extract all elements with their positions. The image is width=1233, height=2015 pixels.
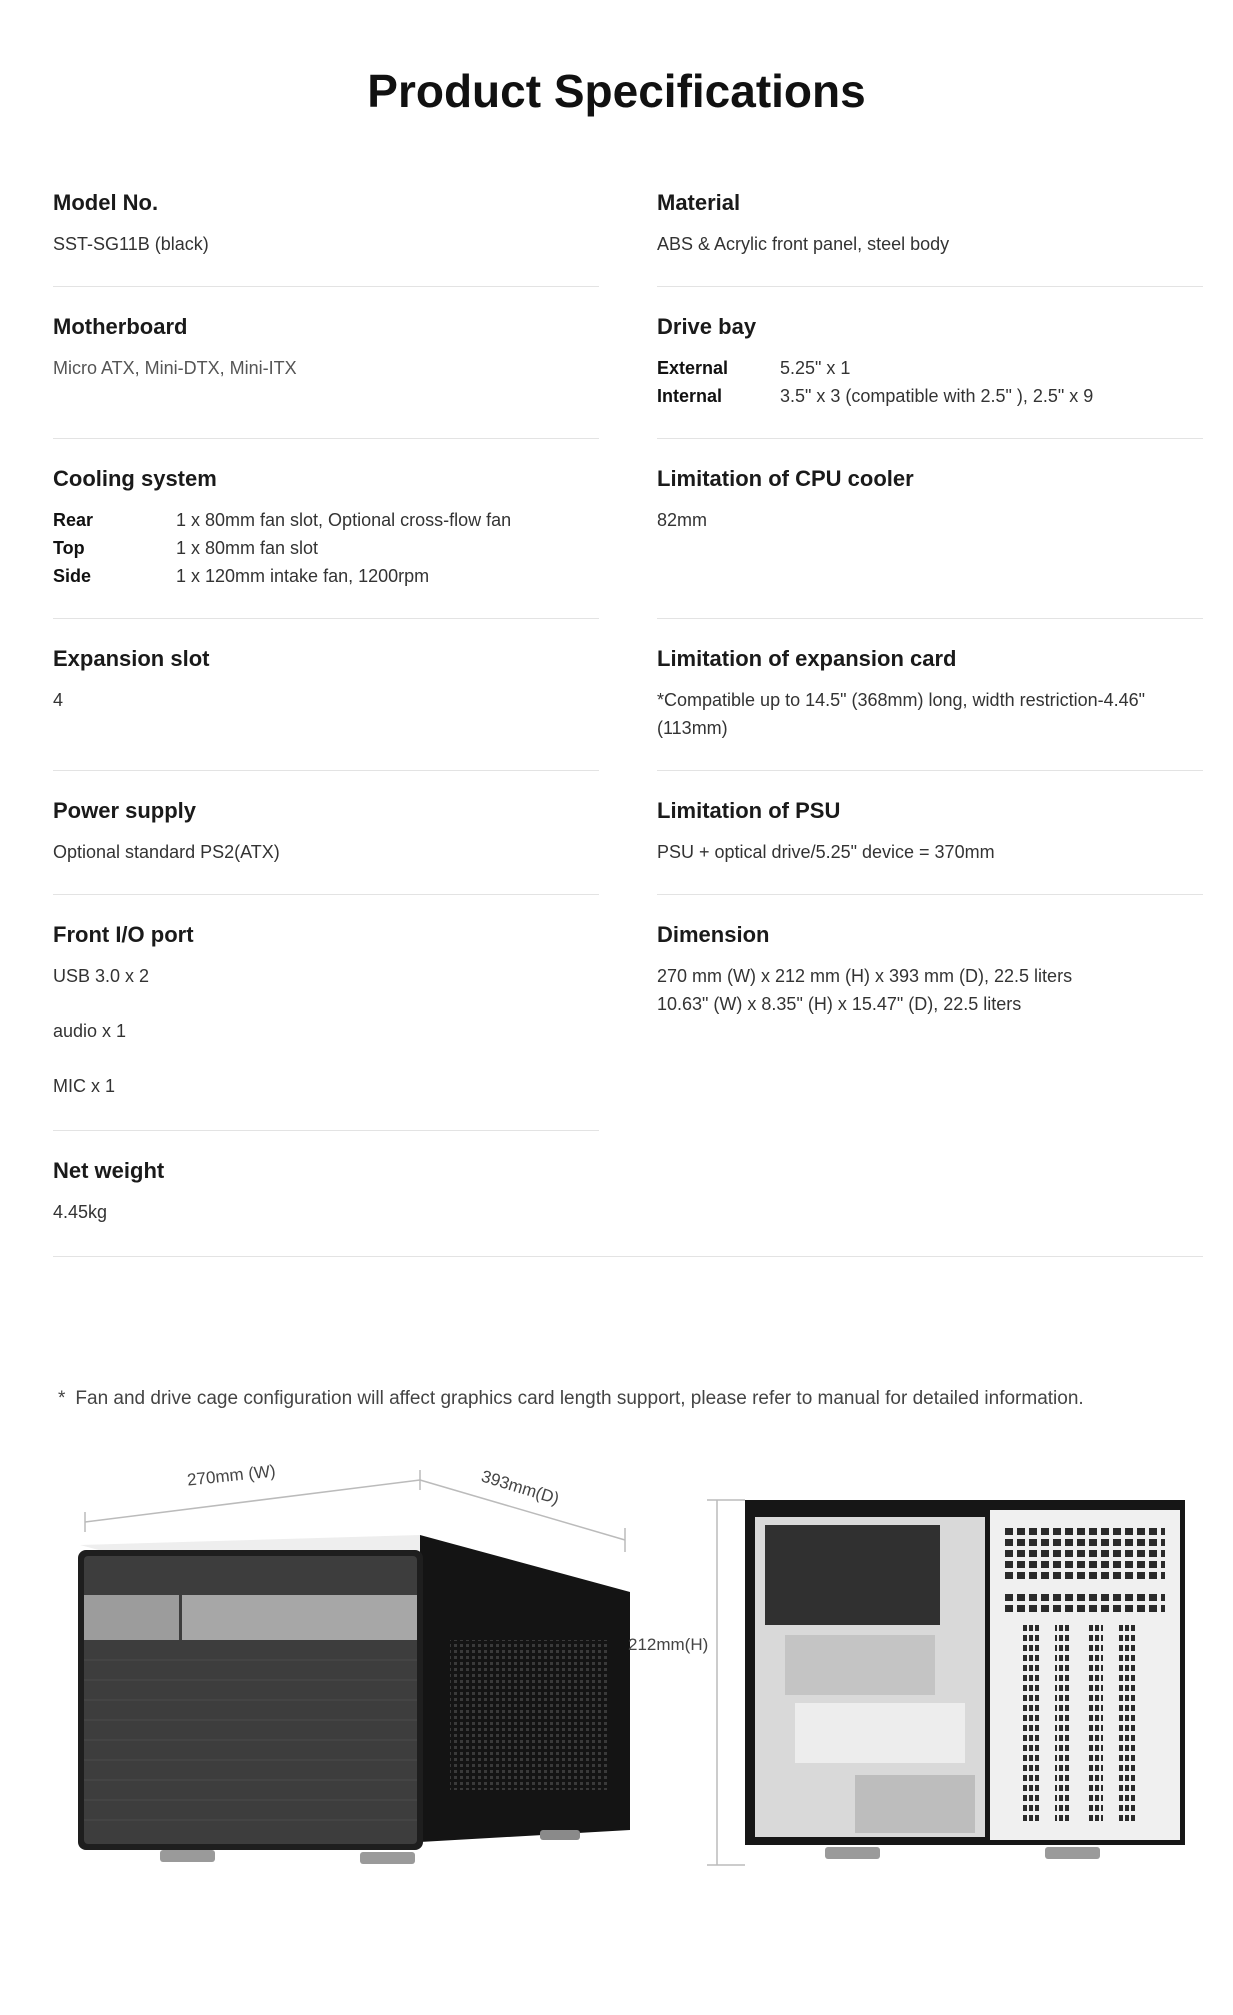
footnote-text: Fan and drive cage configuration will affect graphics card length support, please refer to manual for detailed information. bbox=[75, 1388, 1084, 1409]
divider bbox=[53, 770, 599, 771]
spec-heading: Limitation of expansion card bbox=[657, 646, 957, 671]
spec-value: 10.63" (W) x 8.35" (H) x 15.47" (D), 22.5 liters bbox=[657, 994, 1022, 1014]
foot bbox=[360, 1852, 415, 1864]
rear-vent-grid bbox=[1005, 1525, 1165, 1580]
spec-drive-bay bbox=[657, 314, 1200, 410]
spec-motherboard bbox=[53, 314, 596, 382]
divider bbox=[657, 286, 1203, 287]
spec-value: SST-SG11B (black) bbox=[53, 234, 209, 254]
depth-label: 393mm(D) bbox=[479, 1466, 562, 1509]
foot bbox=[1045, 1847, 1100, 1859]
spec-power-supply bbox=[53, 798, 596, 866]
foot bbox=[825, 1847, 880, 1859]
rear-vent-row bbox=[1005, 1590, 1165, 1615]
spec-heading: Limitation of CPU cooler bbox=[657, 466, 914, 491]
divider bbox=[657, 438, 1203, 439]
spec-row-internal bbox=[657, 382, 1200, 410]
spec-value: MIC x 1 bbox=[53, 1076, 116, 1096]
spec-value: 82mm bbox=[657, 510, 708, 530]
divider bbox=[53, 618, 599, 619]
divider bbox=[53, 1256, 1203, 1257]
vent-plate bbox=[795, 1703, 965, 1763]
spec-row-value: 1 x 80mm fan slot, Optional cross-flow fan bbox=[176, 510, 512, 530]
side-vent bbox=[450, 1640, 610, 1790]
divider bbox=[53, 286, 599, 287]
spec-row-value: 5.25" x 1 bbox=[780, 358, 851, 378]
foot bbox=[540, 1830, 580, 1840]
width-dimension-line bbox=[85, 1480, 420, 1522]
spec-heading: Drive bay bbox=[657, 314, 757, 339]
lower-bay bbox=[855, 1775, 975, 1833]
spec-psu-limit bbox=[657, 798, 1200, 866]
case-rear-image bbox=[705, 1495, 1205, 1870]
spec-row-value: 3.5" x 3 (compatible with 2.5" ), 2.5" x 9 bbox=[780, 386, 1094, 406]
divider bbox=[657, 770, 1203, 771]
spec-heading: Limitation of PSU bbox=[657, 798, 841, 823]
spec-row-rear bbox=[53, 506, 596, 534]
spec-heading: Expansion slot bbox=[53, 646, 210, 671]
logo-plate bbox=[84, 1595, 179, 1640]
divider bbox=[657, 618, 1203, 619]
spec-value: ABS & Acrylic front panel, steel body bbox=[657, 234, 950, 254]
spec-value: 4 bbox=[53, 690, 64, 710]
spec-row-value: 1 x 120mm intake fan, 1200rpm bbox=[176, 566, 430, 586]
spec-front-io bbox=[53, 922, 596, 1100]
spec-row-top bbox=[53, 534, 596, 562]
bracket bbox=[785, 1635, 935, 1695]
spec-heading: Dimension bbox=[657, 922, 770, 947]
spec-expansion-card bbox=[657, 646, 1200, 742]
foot bbox=[160, 1850, 215, 1862]
spec-value: audio x 1 bbox=[53, 1021, 127, 1041]
footnote-star: * bbox=[58, 1388, 66, 1409]
spec-heading: Model No. bbox=[53, 190, 159, 215]
divider bbox=[657, 894, 1203, 895]
expansion-slot-cover bbox=[1119, 1625, 1135, 1825]
spec-key: Side bbox=[53, 566, 92, 586]
expansion-slot-cover bbox=[1023, 1625, 1039, 1825]
spec-value: 270 mm (W) x 212 mm (H) x 393 mm (D), 22.5 liters bbox=[657, 966, 1073, 986]
spec-value: Optional standard PS2(ATX) bbox=[53, 842, 280, 862]
spec-heading: Net weight bbox=[53, 1158, 165, 1183]
divider bbox=[53, 438, 599, 439]
spec-value: USB 3.0 x 2 bbox=[53, 966, 150, 986]
width-label: 270mm (W) bbox=[186, 1461, 277, 1490]
expansion-slot-cover bbox=[1087, 1625, 1103, 1825]
spec-dimension bbox=[657, 922, 1200, 1018]
spec-heading: Power supply bbox=[53, 798, 197, 823]
spec-model bbox=[53, 190, 596, 258]
spec-row-external bbox=[657, 354, 1200, 382]
footnote bbox=[58, 1388, 1084, 1410]
spec-cpu-cooler bbox=[657, 466, 1200, 534]
spec-key: Top bbox=[53, 538, 85, 558]
spec-key: Rear bbox=[53, 510, 94, 530]
spec-heading: Cooling system bbox=[53, 466, 217, 491]
spec-material bbox=[657, 190, 1200, 258]
spec-expansion-slot bbox=[53, 646, 596, 714]
spec-value-line1: *Compatible up to 14.5" (368mm) long, width restriction-4.46" bbox=[657, 690, 1146, 710]
divider bbox=[53, 894, 599, 895]
spec-key: Internal bbox=[657, 386, 723, 406]
spec-value: 4.45kg bbox=[53, 1202, 108, 1222]
spec-row-value: 1 x 80mm fan slot bbox=[176, 538, 319, 558]
spec-heading: Front I/O port bbox=[53, 922, 194, 947]
spec-cooling bbox=[53, 466, 596, 590]
spec-heading: Material bbox=[657, 190, 741, 215]
spec-net-weight bbox=[53, 1158, 596, 1226]
spec-value: Micro ATX, Mini-DTX, Mini-ITX bbox=[53, 358, 297, 378]
spec-heading: Motherboard bbox=[53, 314, 188, 339]
page-title: Product Specifications bbox=[367, 65, 866, 117]
spec-row-side bbox=[53, 562, 596, 590]
spec-key: External bbox=[657, 358, 729, 378]
drive-cage bbox=[765, 1525, 940, 1625]
spec-value: PSU + optical drive/5.25" device = 370mm bbox=[657, 842, 995, 862]
divider bbox=[53, 1130, 599, 1131]
optical-bay bbox=[182, 1595, 417, 1640]
height-label: 212mm(H) bbox=[628, 1635, 709, 1654]
spec-value-line2: (113mm) bbox=[657, 718, 728, 738]
case-front-image bbox=[70, 1470, 645, 1870]
expansion-slot-cover bbox=[1055, 1625, 1071, 1825]
